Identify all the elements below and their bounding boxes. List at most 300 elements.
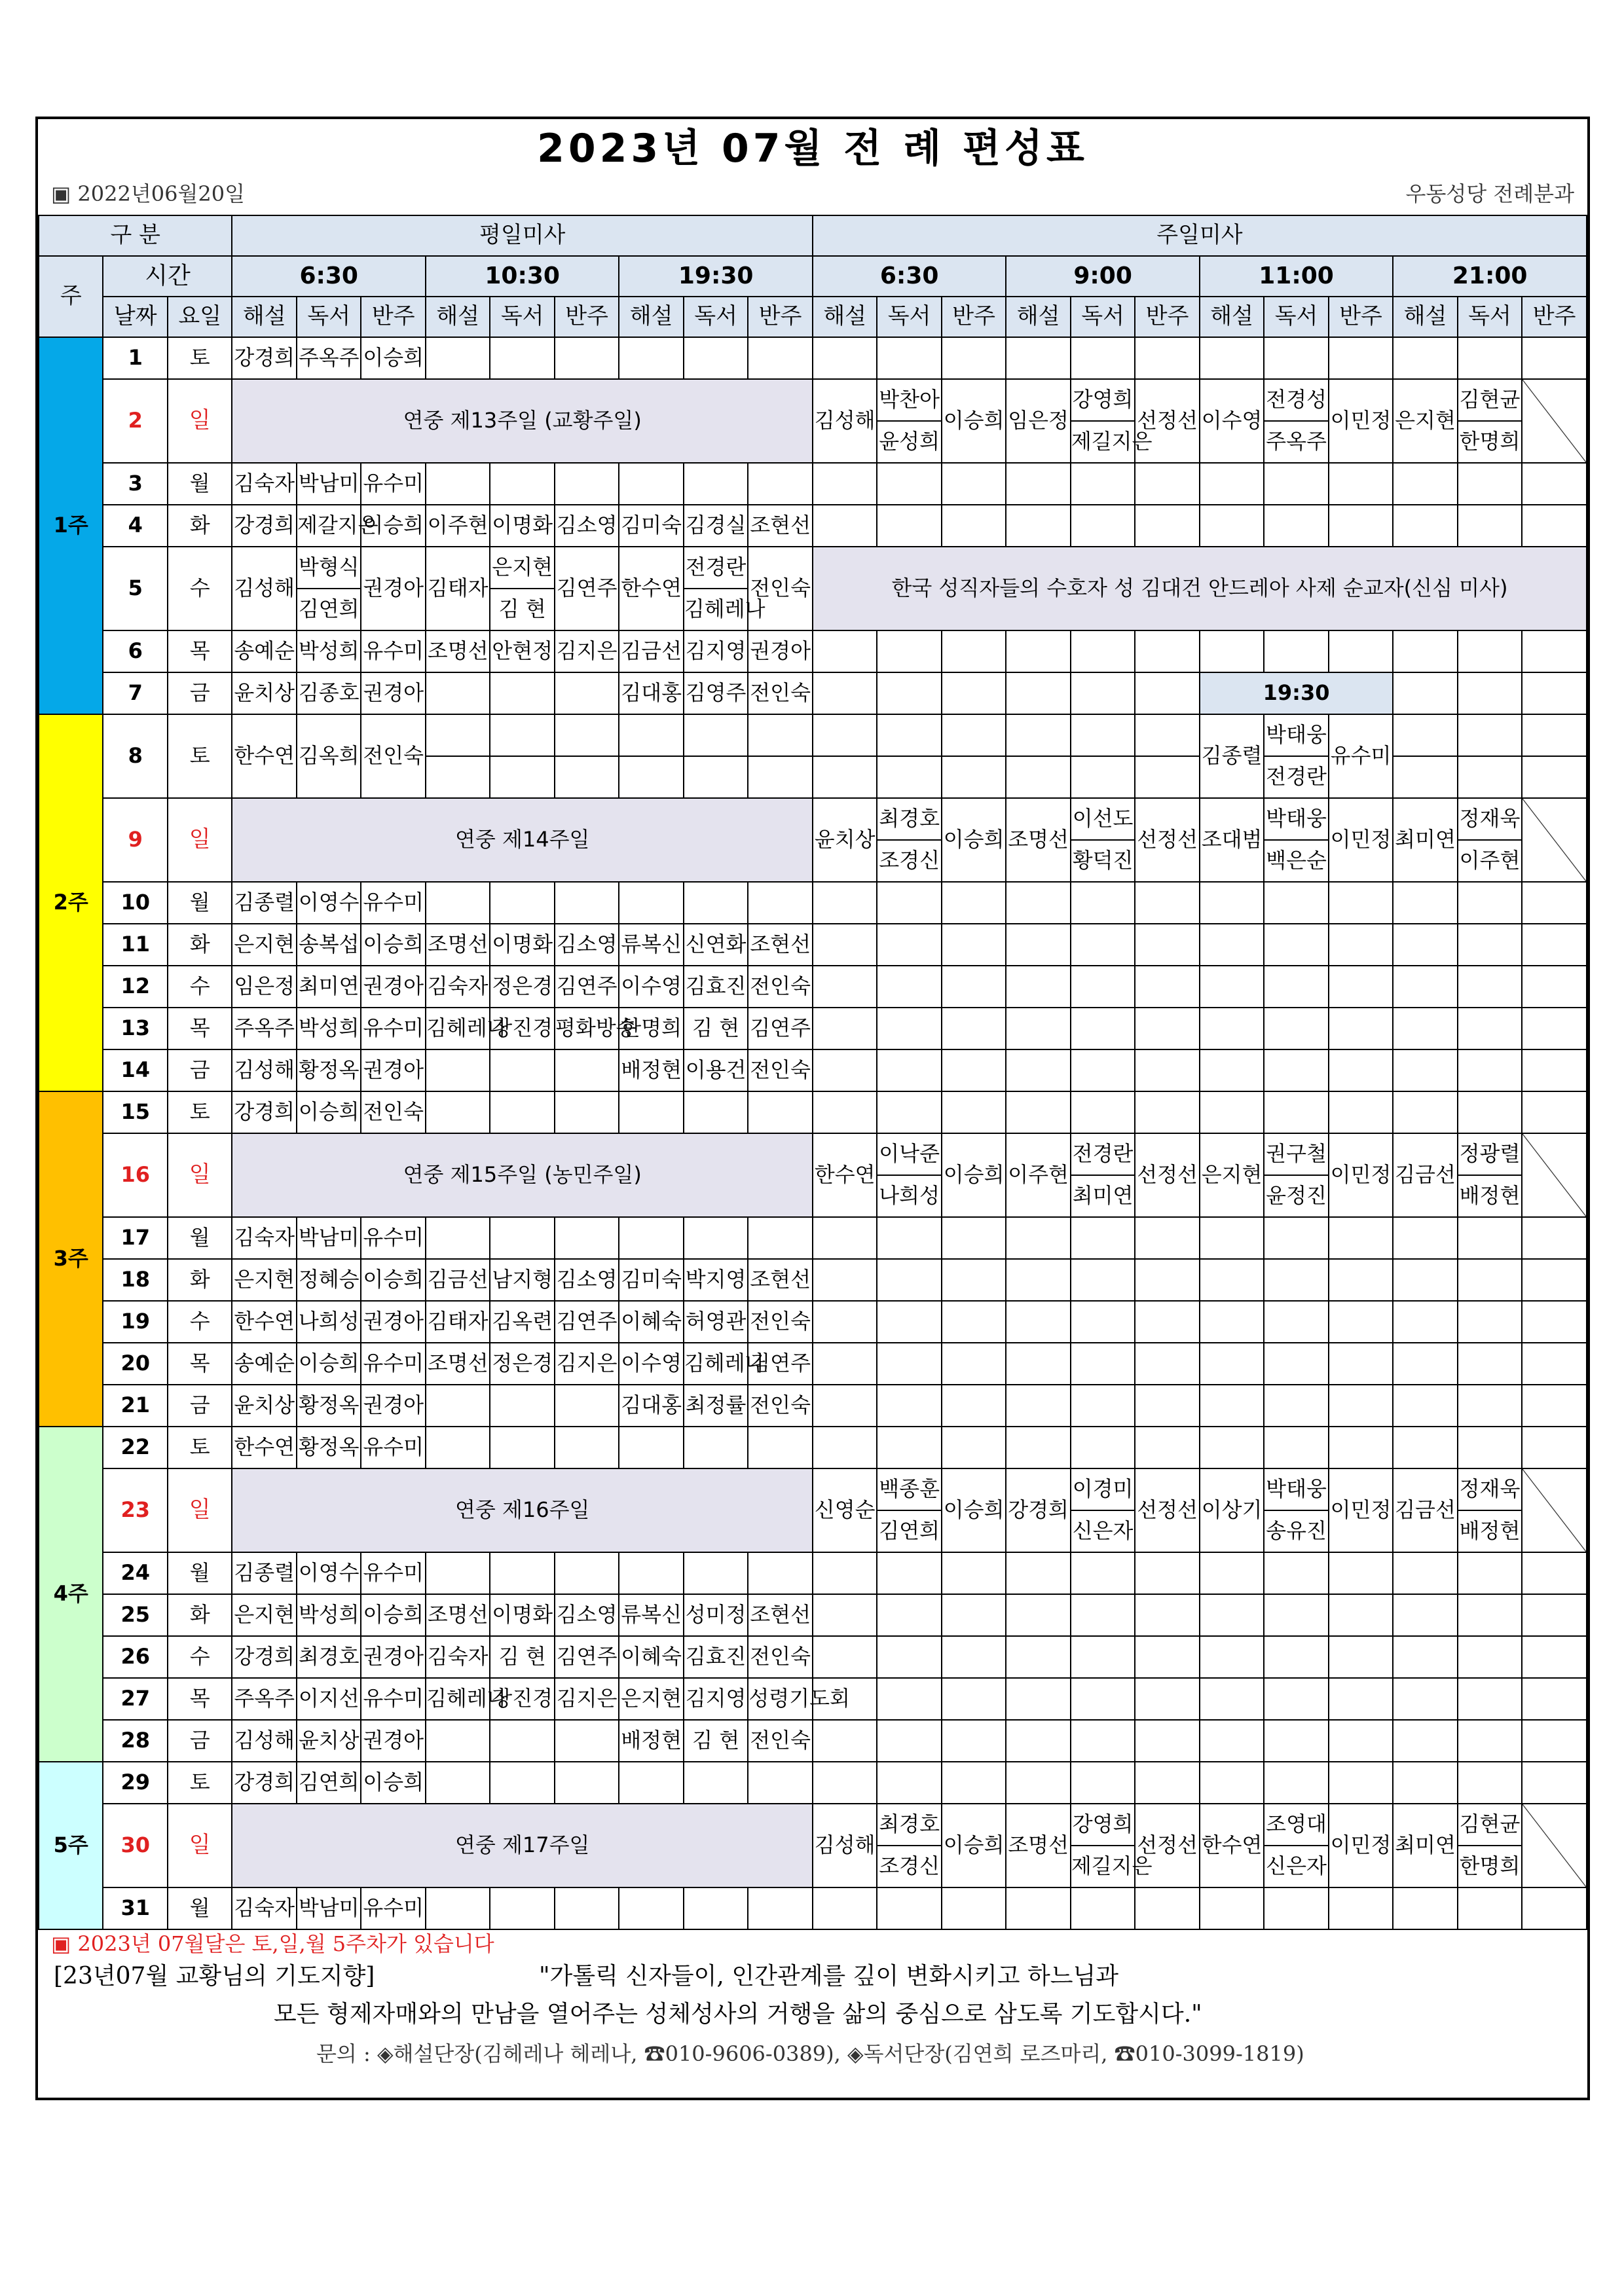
commentator: 조명선 [1006,798,1070,882]
date-cell: 3 [103,463,167,505]
weekday-cell: 이승희 [361,505,425,547]
empty-cell [1393,966,1457,1008]
role-header: 반주 [555,297,619,337]
weekday-cell: 이명화 [490,1594,554,1636]
empty-cell [619,756,683,798]
weekday-cell [619,1762,683,1804]
empty-cell [1393,337,1457,379]
commentator: 은지현 [1393,379,1457,463]
date-cell: 25 [103,1594,167,1636]
empty-cell [1135,924,1199,966]
empty-cell [1200,1217,1264,1259]
weekday-cell: 김대홍 [619,1385,683,1427]
empty-cell [1522,714,1587,756]
empty-cell [1006,882,1070,924]
table-row [39,463,1587,505]
empty-cell [1458,672,1522,714]
empty-cell [1522,1343,1587,1385]
date-cell: 6 [103,630,167,672]
weekday-cell: 송복섭 [297,924,361,966]
weekday-cell: 박남미 [297,1887,361,1929]
commentator: 윤치상 [813,798,877,882]
weekday-time-2: 19:30 [619,256,813,297]
weekday-time-1: 10:30 [426,256,619,297]
weekday-cell [555,1049,619,1091]
empty-cell [1393,672,1457,714]
day-cell: 화 [168,505,232,547]
weekday-cell: 강경희 [232,337,296,379]
empty-cell [1135,756,1199,798]
empty-cell [1522,1049,1587,1091]
empty-cell [1458,505,1522,547]
day-cell: 토 [168,714,232,798]
weekday-cell: 전인숙 [361,1091,425,1133]
table-row [39,1636,1587,1678]
reader-2: 한명희 [1458,421,1522,463]
day-cell: 수 [168,966,232,1008]
reader-1: 강영희 [1071,1804,1135,1846]
weekday-cell [619,337,683,379]
empty-cell [1135,1636,1199,1678]
weekday-cell: 김소영 [555,1259,619,1301]
empty-cell [1135,1887,1199,1929]
reader-1: 백종훈 [877,1468,941,1510]
empty-cell [942,1887,1006,1929]
empty-cell [877,505,941,547]
weekday-cell: 전인숙 [748,1720,813,1762]
weekday-cell: 권경아 [361,672,425,714]
empty-cell [1071,1049,1135,1091]
weekday-cell [748,1427,813,1468]
weekday-cell: 김숙자 [232,463,296,505]
empty-cell [1071,756,1135,798]
reader-2: 나희성 [877,1175,941,1217]
empty-cell [1006,1259,1070,1301]
organist: 이승희 [942,1804,1006,1887]
weekday-cell [555,672,619,714]
empty-cell [1006,1636,1070,1678]
contact-info: 문의 : ◈해설단장(김헤레나 헤레나, ☎010-9606-0389), ◈독서단장(김연희 로즈마리, ☎010-3099-1819) [316,2041,1304,2066]
empty-cell [1264,1720,1328,1762]
date-cell: 17 [103,1217,167,1259]
empty-cell [813,966,877,1008]
weekday-cell [426,1762,490,1804]
weekday-cell [619,882,683,924]
commentator: 한수연 [813,1133,877,1217]
weekday-cell: 이수영 [619,1343,683,1385]
date-cell: 14 [103,1049,167,1091]
reader-2: 황덕진 [1071,840,1135,882]
empty-cell [1264,1594,1328,1636]
day-cell: 목 [168,1008,232,1049]
empty-cell [1393,1091,1457,1133]
weekday-cell: 김금선 [426,1259,490,1301]
empty-cell [942,1259,1006,1301]
empty-cell [1522,1720,1587,1762]
date-cell: 15 [103,1091,167,1133]
role-header: 반주 [1135,297,1199,337]
date-cell: 26 [103,1636,167,1678]
empty-cell [877,1008,941,1049]
weekday-cell: 이용건 [684,1049,748,1091]
organist: 이민정 [1329,1133,1393,1217]
week-label: 1주 [39,337,103,714]
empty-cell [1135,1720,1199,1762]
date-cell: 1 [103,337,167,379]
weekday-cell [684,1217,748,1259]
empty-cell [1006,337,1070,379]
weekday-cell: 나희성 [297,1301,361,1343]
role-header: 반주 [748,297,813,337]
sunday-time-2: 11:00 [1200,256,1393,297]
weekday-cell: 권경아 [361,1301,425,1343]
weekday-cell [426,1385,490,1427]
empty-cell [1458,1091,1522,1133]
empty-cell [1329,337,1393,379]
feast-name: 연중 제16주일 [232,1468,812,1552]
weekday-cell: 장진경 [490,1678,554,1720]
table-row [39,1259,1587,1301]
empty-cell [1458,1049,1522,1091]
empty-cell [1006,1091,1070,1133]
empty-cell [1200,1887,1264,1929]
issue-date: ▣ 2022년06월20일 [51,181,246,206]
weekday-cell: 권경아 [361,1720,425,1762]
liturgy-schedule-table [38,215,1587,1930]
weekday-cell: 제갈지은 [297,505,361,547]
empty-cell [1200,1720,1264,1762]
empty-cell [1006,1008,1070,1049]
weekday-cell: 성미정 [684,1594,748,1636]
day-cell: 일 [168,1133,232,1217]
empty-cell [1071,1343,1135,1385]
empty-cell [1264,924,1328,966]
weekday-cell: 김 현 [490,1636,554,1678]
table-row [39,297,1587,337]
day-cell: 토 [168,337,232,379]
empty-cell [1006,1720,1070,1762]
weekday-cell: 김지은 [555,1678,619,1720]
empty-cell [1006,1217,1070,1259]
empty-cell [1264,1636,1328,1678]
weekday-cell [555,463,619,505]
empty-cell [1006,672,1070,714]
empty-cell [1071,1552,1135,1594]
empty-cell [1135,672,1199,714]
commentator: 임은정 [1006,379,1070,463]
empty-cell [1006,463,1070,505]
weekday-cell [684,463,748,505]
weekday-cell: 조명선 [426,1343,490,1385]
weekday-cell: 권경아 [361,1385,425,1427]
weekday-cell [684,337,748,379]
reader-2: 제길지은 [1071,1846,1135,1887]
organist: 선정선 [1135,379,1199,463]
table-row [39,1468,1587,1510]
table-row [39,924,1587,966]
reader-1: 최경호 [877,798,941,840]
weekday-cell [748,337,813,379]
weekday-cell [619,1091,683,1133]
date-cell: 13 [103,1008,167,1049]
vigil-reader-2: 전경란 [1264,756,1328,798]
empty-cell [1393,1552,1457,1594]
date-cell: 5 [103,547,167,630]
weekday-cell: 김연주 [748,1008,813,1049]
organist: 선정선 [1135,1468,1199,1552]
commentator: 신영순 [813,1468,877,1552]
date-cell: 27 [103,1678,167,1720]
empty-cell [1071,924,1135,966]
empty-cell [1006,1678,1070,1720]
empty-cell [1071,1385,1135,1427]
empty-cell [1071,1091,1135,1133]
empty-cell [942,1594,1006,1636]
weekday-cell: 김옥희 [297,714,361,798]
empty-cell [877,463,941,505]
empty-cell [877,1887,941,1929]
weekday-cell: 박지영 [684,1259,748,1301]
reader-1: 정광렬 [1458,1133,1522,1175]
empty-cell [1329,1343,1393,1385]
reader-1: 강영희 [1071,379,1135,421]
weekday-cell: 최경호 [297,1636,361,1678]
weekday-cell: 김효진 [684,1636,748,1678]
reader-1: 박찬아 [877,379,941,421]
reader-1: 이선도 [1071,798,1135,840]
date-cell: 11 [103,924,167,966]
empty-cell [1071,672,1135,714]
weekday-cell [684,714,748,756]
weekday-cell [619,1217,683,1259]
empty-cell [1200,1636,1264,1678]
weekday-cell: 최미연 [297,966,361,1008]
empty-cell [1135,337,1199,379]
empty-cell [877,714,941,756]
commentator: 이수영 [1200,379,1264,463]
reader-2: 김 현 [490,589,554,630]
empty-cell [1264,337,1328,379]
date-cell: 9 [103,798,167,882]
weekday-cell [555,1091,619,1133]
date-cell: 19 [103,1301,167,1343]
table-row [39,379,1587,421]
table-row [39,1049,1587,1091]
vigil-organist: 유수미 [1329,714,1393,798]
weekday-cell: 김영주 [684,672,748,714]
day-cell: 일 [168,379,232,463]
empty-cell [877,1720,941,1762]
weekday-cell: 김지영 [684,1678,748,1720]
reader-2: 한명희 [1458,1846,1522,1887]
day-cell: 목 [168,1343,232,1385]
empty-cell [942,924,1006,966]
empty-cell [813,1427,877,1468]
week-label: 4주 [39,1427,103,1762]
weekday-cell: 김경실 [684,505,748,547]
empty-cell [1006,1762,1070,1804]
empty-cell [813,337,877,379]
empty-cell [1200,1343,1264,1385]
reader-1: 최경호 [877,1804,941,1846]
empty-cell [1071,1427,1135,1468]
empty-cell [1071,1594,1135,1636]
weekday-cell: 박성희 [297,1008,361,1049]
table-row [39,672,1587,714]
empty-cell [1264,1552,1328,1594]
day-cell: 토 [168,1427,232,1468]
weekday-cell: 윤치상 [232,672,296,714]
weekday-cell: 권경아 [748,630,813,672]
weekday-cell [555,1385,619,1427]
empty-cell [942,756,1006,798]
commentator: 최미연 [1393,1804,1457,1887]
weekday-cell: 이승희 [361,924,425,966]
empty-cell [1522,1678,1587,1720]
empty-cell [1458,1762,1522,1804]
commentator: 한수연 [1200,1804,1264,1887]
feast-name: 연중 제13주일 (교황주일) [232,379,812,463]
date-cell: 24 [103,1552,167,1594]
empty-cell [1458,756,1522,798]
weekday-cell: 유수미 [361,1217,425,1259]
weekday-cell: 강경희 [232,1636,296,1678]
empty-cell [877,1259,941,1301]
reader-2: 김헤레나 [684,589,748,630]
weekday-cell: 김옥련 [490,1301,554,1343]
day-cell: 수 [168,1301,232,1343]
commentator: 조명선 [1006,1804,1070,1887]
weekday-cell: 김금선 [619,630,683,672]
empty-cell [1135,1552,1199,1594]
empty-cell [1071,505,1135,547]
weekday-cell: 김소영 [555,505,619,547]
table-row [39,505,1587,547]
empty-cell [1393,882,1457,924]
weekday-cell: 류복신 [619,924,683,966]
weekday-cell: 유수미 [361,630,425,672]
empty-cell [1135,882,1199,924]
table-row [39,1343,1587,1385]
reader-2: 김연희 [297,589,361,630]
empty-cell [1071,714,1135,756]
weekday-cell: 강경희 [232,1091,296,1133]
empty-cell [1458,1217,1522,1259]
empty-cell [1522,630,1587,672]
reader-1: 권구철 [1264,1133,1328,1175]
weekday-cell: 윤치상 [297,1720,361,1762]
reader-2: 주옥주 [1264,421,1328,463]
empty-cell [1135,1762,1199,1804]
table-row [39,337,1587,379]
empty-cell [1200,337,1264,379]
weekday-cell: 김연주 [748,1343,813,1385]
empty-cell [1200,1049,1264,1091]
empty-cell [1135,1091,1199,1133]
weekday-cell: 유수미 [361,1343,425,1385]
weekday-cell: 이혜숙 [619,1301,683,1343]
weekday-cell: 김헤레나 [426,1678,490,1720]
table-row [39,1008,1587,1049]
empty-cell [813,1552,877,1594]
empty-cell [1522,924,1587,966]
day-cell: 일 [168,1804,232,1887]
weekday-cell: 이혜숙 [619,1636,683,1678]
organist: 이승희 [942,1468,1006,1552]
weekday-cell: 조명선 [426,630,490,672]
weekday-cell: 이승희 [361,1762,425,1804]
header-date: 날짜 [103,297,167,337]
weekday-cell: 류복신 [619,1594,683,1636]
weekday-cell [748,714,813,756]
empty-cell [1329,966,1393,1008]
empty-cell [813,714,877,756]
weekday-cell [619,714,683,756]
empty-cell [1006,1049,1070,1091]
sunday-time-1: 9:00 [1006,256,1199,297]
weekday-cell: 김숙자 [426,1636,490,1678]
weekday-cell: 이승희 [361,1594,425,1636]
table-row [39,1552,1587,1594]
empty-cell [1006,1594,1070,1636]
empty-cell [1458,630,1522,672]
commentator: 조대범 [1200,798,1264,882]
role-header: 해설 [426,297,490,337]
date-cell: 16 [103,1133,167,1217]
empty-cell [942,630,1006,672]
empty-cell [1006,1385,1070,1427]
weekday-cell [748,882,813,924]
empty-cell [1264,882,1328,924]
weekday-cell: 최정률 [684,1385,748,1427]
date-cell: 12 [103,966,167,1008]
empty-cell [1200,630,1264,672]
reader-2: 배정현 [1458,1510,1522,1552]
role-header: 반주 [1522,297,1587,337]
reader-1: 박형식 [297,547,361,589]
weekday-cell [490,1049,554,1091]
empty-cell [1135,1008,1199,1049]
weekday-cell [490,1427,554,1468]
empty-cell [1393,1678,1457,1720]
weekday-cell: 황정옥 [297,1385,361,1427]
weekday-cell [426,1720,490,1762]
weekday-cell [555,1217,619,1259]
empty-cell [1458,1720,1522,1762]
empty-cell [942,1678,1006,1720]
day-cell: 화 [168,1594,232,1636]
day-cell: 수 [168,1636,232,1678]
empty-cell [1264,1762,1328,1804]
role-header: 독서 [1071,297,1135,337]
role-header: 해설 [1393,297,1457,337]
week-label: 3주 [39,1091,103,1427]
empty-cell [1071,1720,1135,1762]
weekday-cell: 유수미 [361,1552,425,1594]
day-cell: 일 [168,798,232,882]
organist: 이민정 [1329,1804,1393,1887]
day-cell: 월 [168,1552,232,1594]
empty-cell [1264,1301,1328,1343]
commentator: 이상기 [1200,1468,1264,1552]
weekday-cell: 조현선 [748,1594,813,1636]
weekday-cell [684,1887,748,1929]
day-cell: 월 [168,463,232,505]
weekday-cell: 은지현 [619,1678,683,1720]
commentator: 김성해 [232,547,296,630]
empty-cell [1264,1259,1328,1301]
empty-cell [1393,630,1457,672]
